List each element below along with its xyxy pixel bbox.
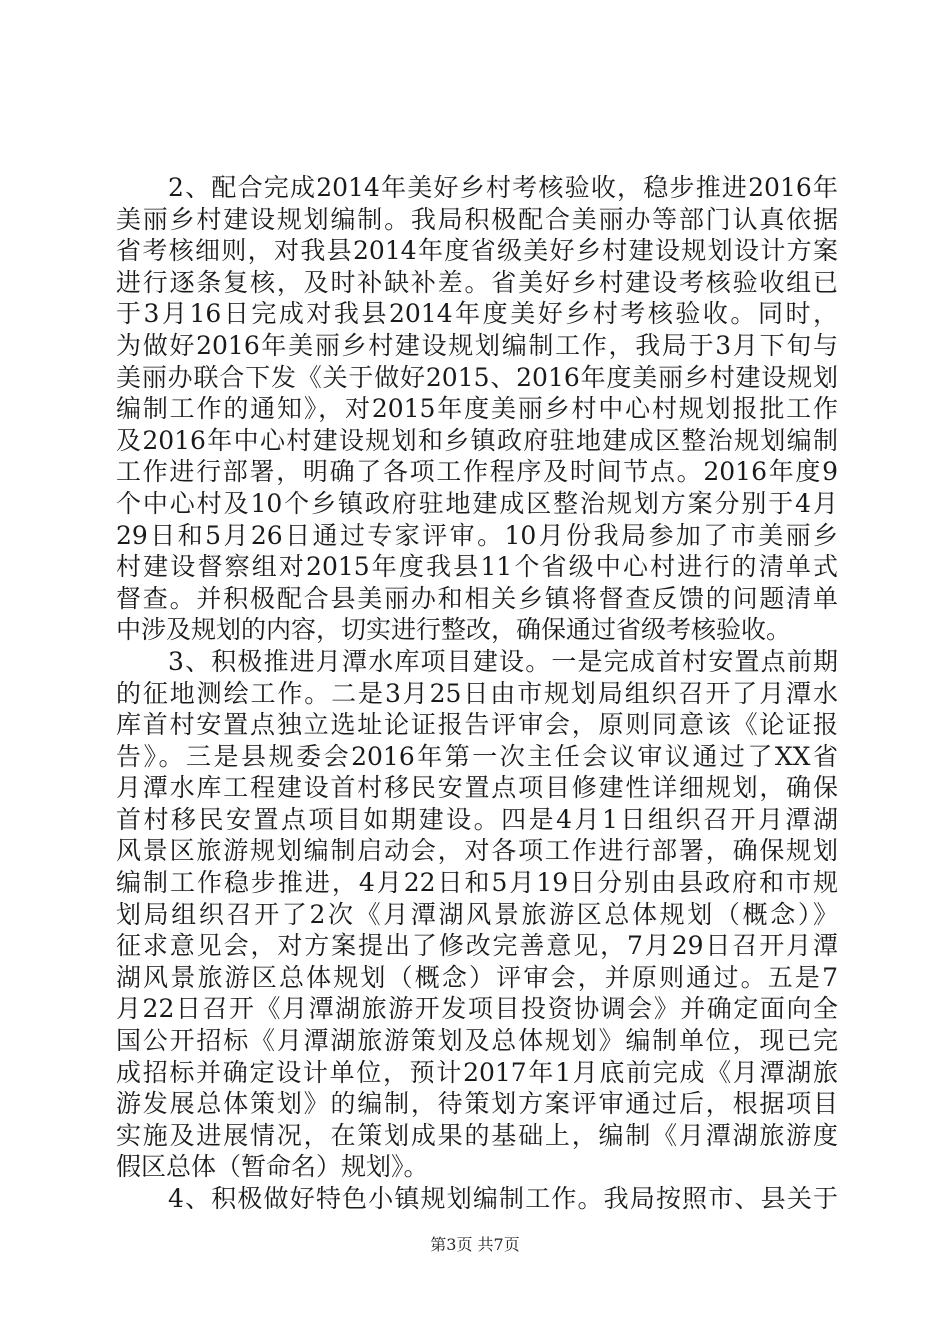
paragraph-4 xyxy=(116,1183,838,1215)
text-line: 编制工作稳步推进，4月22日和5月19日分别由县政府和市规 xyxy=(116,868,838,898)
text-line: 成招标并确定设计单位，预计2017年1月底前完成《月潭湖旅 xyxy=(116,1057,838,1087)
text-line: 工作进行部署，明确了各项工作程序及时间节点。2016年度9 xyxy=(116,457,838,487)
text-line: 湖风景旅游区总体规划（概念）评审会，并原则通过。五是7 xyxy=(116,962,838,992)
text-line: 编制工作的通知》，对2015年度美丽乡村中心村规划报批工作 xyxy=(116,394,838,424)
text-line: 征求意见会，对方案提出了修改完善意见，7月29日召开月潭 xyxy=(116,931,838,961)
text-line: 美丽乡村建设规划编制。我局积极配合美丽办等部门认真依据 xyxy=(116,204,838,234)
document-body xyxy=(116,172,838,1215)
text-line: 库首村安置点独立选址论证报告评审会，原则同意该《论证报 xyxy=(116,710,838,740)
text-line: 及2016年中心村建设规划和乡镇政府驻地建成区整治规划编制 xyxy=(116,425,838,455)
text-line: 4、积极做好特色小镇规划编制工作。我局按照市、县关于 xyxy=(168,1184,838,1213)
text-line: 29日和5月26日通过专家评审。10月份我局参加了市美丽乡 xyxy=(116,520,838,550)
text-line: 2、配合完成2014年美好乡村考核验收，稳步推进2016年 xyxy=(168,173,838,202)
text-line: 风景区旅游规划编制启动会，对各项工作进行部署，确保规划 xyxy=(116,836,838,866)
paragraph-2 xyxy=(116,172,838,646)
text-line: 月潭水库工程建设首村移民安置点项目修建性详细规划，确保 xyxy=(116,773,838,803)
text-line: 实施及进展情况，在策划成果的基础上，编制《月潭湖旅游度 xyxy=(116,1120,838,1150)
text-line: 告》。三是县规委会2016年第一次主任会议审议通过了XX省 xyxy=(116,741,838,771)
text-line: 假区总体（暂命名）规划》。 xyxy=(116,1152,429,1182)
text-line: 的征地测绘工作。二是3月25日由市规划局组织召开了月潭水 xyxy=(116,678,838,708)
text-line: 于3月16日完成对我县2014年度美好乡村考核验收。同时， xyxy=(116,299,838,329)
text-line: 进行逐条复核，及时补缺补差。省美好乡村建设考核验收组已 xyxy=(116,267,838,297)
text-line: 国公开招标《月潭湖旅游策划及总体规划》编制单位，现已完 xyxy=(116,1026,838,1056)
text-line: 3、积极推进月潭水库项目建设。一是完成首村安置点前期 xyxy=(168,646,838,676)
paragraph-3 xyxy=(116,646,838,1183)
text-line: 首村移民安置点项目如期建设。四是4月1日组织召开月潭湖 xyxy=(116,804,838,834)
text-line: 月22日召开《月潭湖旅游开发项目投资协调会》并确定面向全 xyxy=(116,994,838,1024)
page-number-footer: 第3页 共7页 xyxy=(430,1235,520,1254)
text-line: 美丽办联合下发《关于做好2015、2016年度美丽乡村建设规划 xyxy=(116,362,838,392)
text-line: 为做好2016年美丽乡村建设规划编制工作，我局于3月下旬与 xyxy=(116,330,838,360)
text-line: 游发展总体策划》的编制，待策划方案评审通过后，根据项目 xyxy=(116,1089,838,1119)
text-line: 划局组织召开了2次《月潭湖风景旅游区总体规划（概念）》 xyxy=(116,899,838,929)
text-line: 村建设督察组对2015年度我县11个省级中心村进行的清单式 xyxy=(116,552,838,582)
text-line: 个中心村及10个乡镇政府驻地建成区整治规划方案分别于4月 xyxy=(116,488,838,518)
text-line: 中涉及规划的内容，切实进行整改，确保通过省级考核验收。 xyxy=(116,615,792,645)
text-line: 省考核细则，对我县2014年度省级美好乡村建设规划设计方案 xyxy=(116,236,838,266)
text-line: 督查。并积极配合县美丽办和相关乡镇将督查反馈的问题清单 xyxy=(116,583,838,613)
